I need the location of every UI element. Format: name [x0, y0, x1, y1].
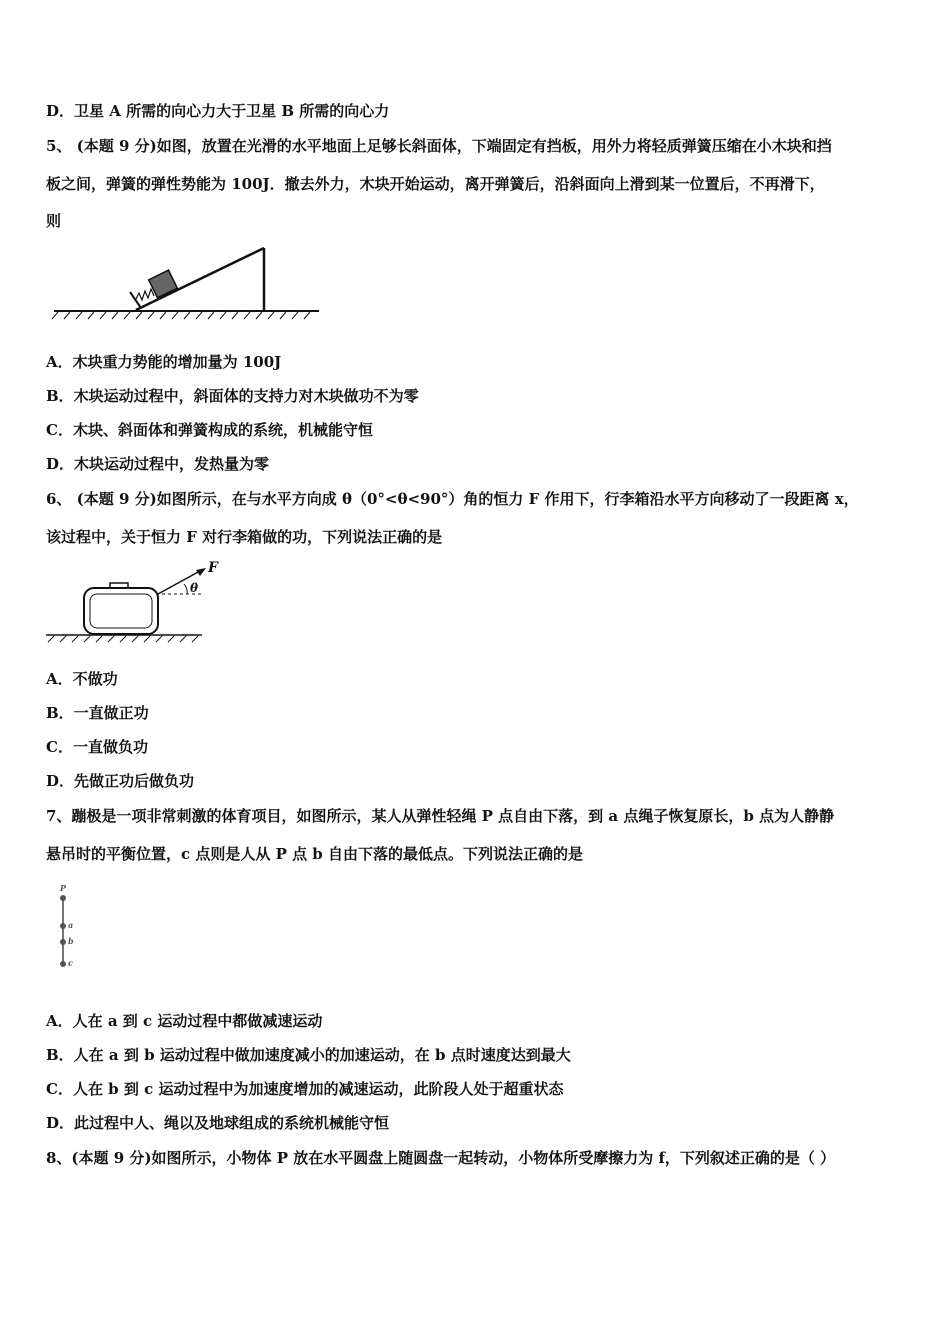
q6-option-d: D．先做正功后做负功 [46, 772, 195, 790]
q7-label-c: c [68, 958, 73, 968]
q6-option-a: A．不做功 [46, 670, 118, 688]
q5-option-c: C．木块、斜面体和弹簧构成的系统，机械能守恒 [46, 421, 373, 439]
q5-option-b: B．木块运动过程中，斜面体的支持力对木块做功不为零 [46, 387, 419, 405]
q6-option-b: B．一直做正功 [46, 704, 149, 722]
q6-label-f: F [208, 560, 218, 576]
q7-option-a: A．人在 a 到 c 运动过程中都做减速运动 [46, 1012, 323, 1030]
q5-option-a: A．木块重力势能的增加量为 100J [46, 353, 282, 371]
q7-bungee-figure [52, 880, 92, 972]
q6-stem-line2: 该过程中，关于恒力 F 对行李箱做的功，下列说法正确的是 [46, 528, 443, 546]
q5-incline-figure [44, 240, 324, 322]
q7-option-d: D．此过程中人、绳以及地球组成的系统机械能守恒 [46, 1114, 390, 1132]
q7-option-b: B．人在 a 到 b 运动过程中做加速度减小的加速运动，在 b 点时速度达到最大 [46, 1046, 571, 1064]
q6-suitcase-figure [44, 556, 224, 646]
q5-option-d: D．木块运动过程中，发热量为零 [46, 455, 270, 473]
q6-label-theta: θ [190, 581, 199, 595]
q5-stem-line1: 5、 (本题 9 分)如图，放置在光滑的水平地面上足够长斜面体，下端固定有挡板，用外力将轻质弹簧压缩在小木块和挡 [46, 137, 832, 155]
q4-option-d: D．卫星 A 所需的向心力大于卫星 B 所需的向心力 [46, 102, 390, 120]
q7-stem-line1: 7、蹦极是一项非常刺激的体育项目，如图所示，某人从弹性轻绳 P 点自由下落，到 a 点绳子恢复原长，b 点为人静静 [46, 807, 835, 825]
q7-label-a: a [68, 920, 74, 930]
q7-option-c: C．人在 b 到 c 运动过程中为加速度增加的减速运动，此阶段人处于超重状态 [46, 1080, 564, 1098]
q7-stem-line2: 悬吊时的平衡位置，c 点则是人从 P 点 b 自由下落的最低点。下列说法正确的是 [46, 845, 584, 863]
q5-stem-line3: 则 [46, 212, 62, 230]
q7-label-b: b [68, 936, 74, 946]
q7-label-p: P [60, 883, 67, 893]
q6-option-c: C．一直做负功 [46, 738, 148, 756]
q5-stem-line2: 板之间，弹簧的弹性势能为 100J．撤去外力，木块开始运动，离开弹簧后，沿斜面向上滑到某一位置后，不再滑下， [46, 175, 825, 193]
q8-stem-line1: 8、(本题 9 分)如图所示，小物体 P 放在水平圆盘上随圆盘一起转动，小物体所受摩擦力为 f，下列叙述正确的是（ ） [46, 1149, 836, 1167]
q6-stem-line1: 6、 (本题 9 分)如图所示，在与水平方向成 θ（0°<θ<90°）角的恒力 F 作用下，行李箱沿水平方向移动了一段距离 x， [46, 490, 859, 508]
